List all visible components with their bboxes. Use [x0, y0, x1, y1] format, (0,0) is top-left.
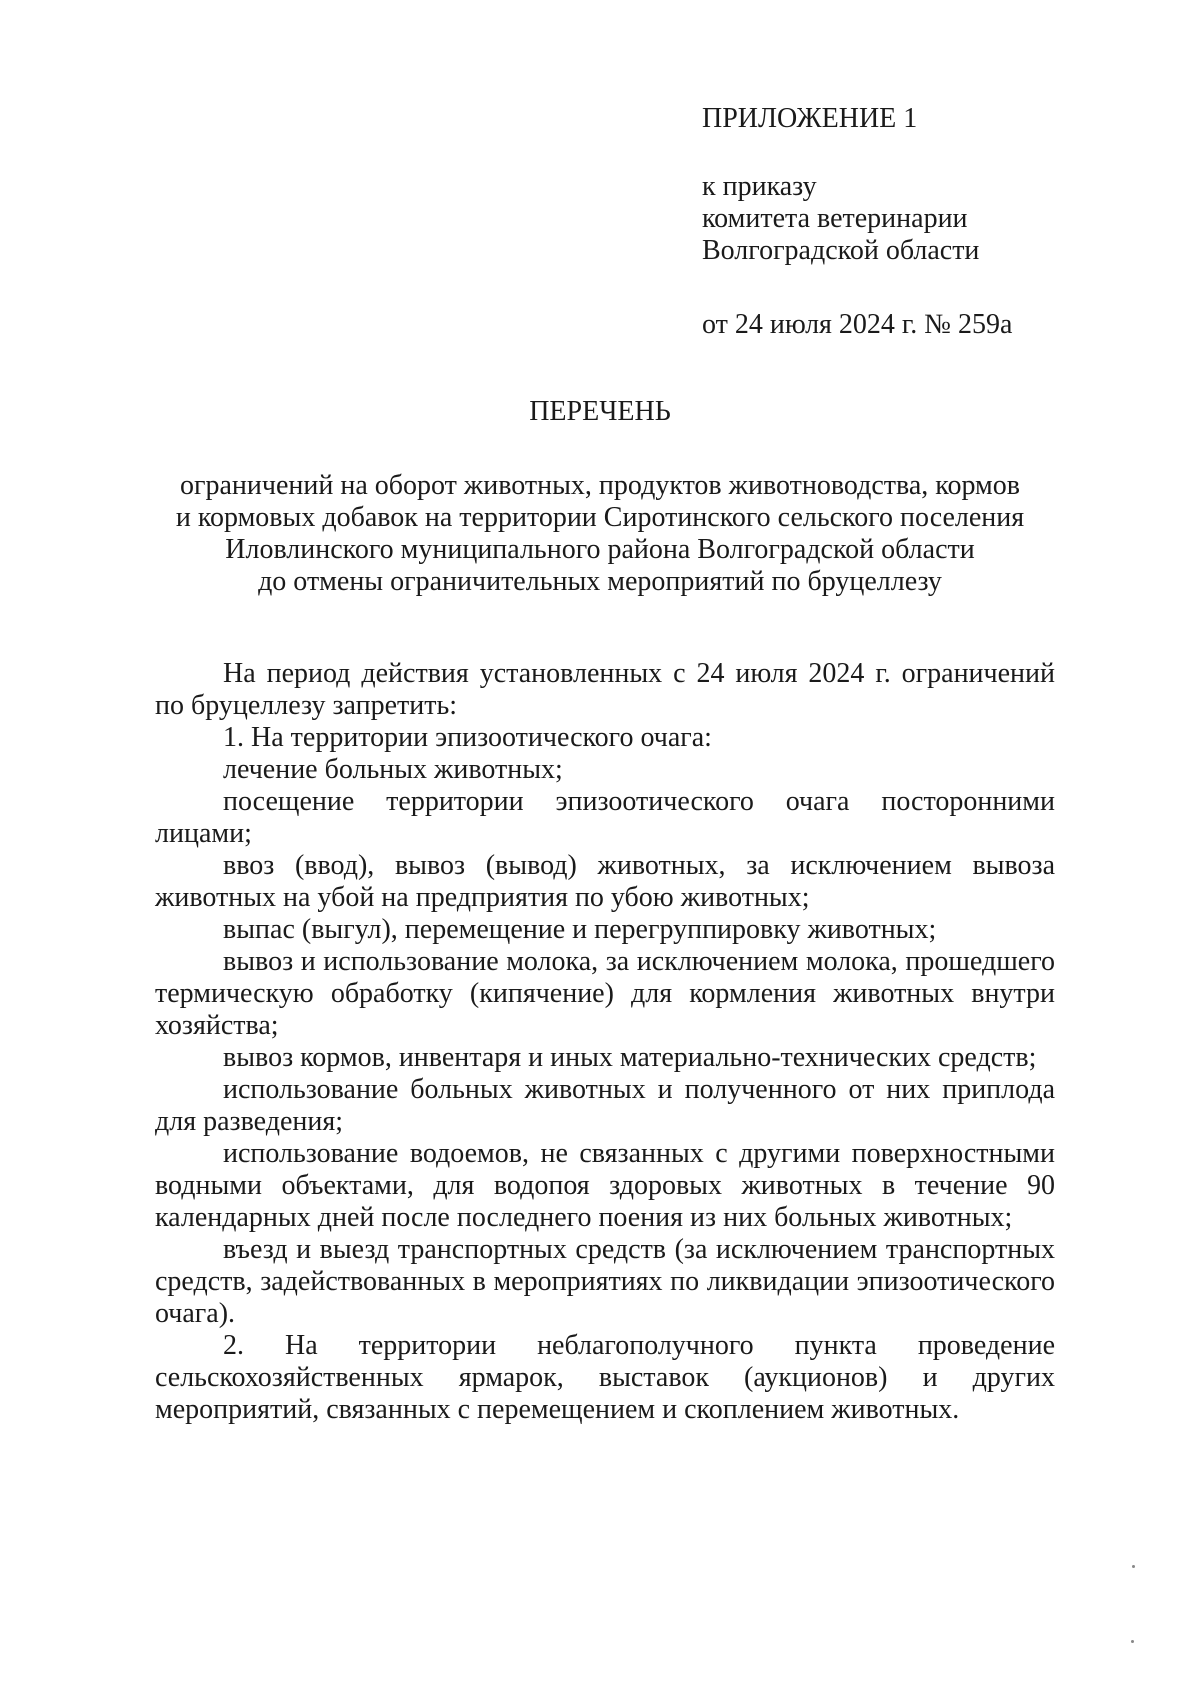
subheading-line: и кормовых добавок на территории Сиротинского сельского поселения [175, 502, 1025, 533]
item-1-point: использование больных животных и полученного от них приплода для разведения; [155, 1074, 1055, 1137]
item-1-point: посещение территории эпизоотического очага посторонними лицами; [155, 786, 1055, 849]
item-1-point: использование водоемов, не связанных с другими поверхностными водными объектами, для водопоя здоровых животных в течение 90 календарных дней после последнего поения из них больных животных; [155, 1138, 1055, 1233]
subheading-line: Иловлинского муниципального района Волгоградской области [225, 534, 975, 565]
attachment-block [702, 103, 1012, 341]
document-heading: ПЕРЕЧЕНЬ [529, 396, 671, 427]
attachment-line: к приказу [702, 171, 817, 202]
document-subheading [150, 470, 1050, 598]
item-1-title: 1. На территории эпизоотического очага: [223, 722, 712, 753]
document-body [155, 658, 1055, 1426]
scan-speck [1131, 1640, 1134, 1643]
attachment-title: ПРИЛОЖЕНИЕ 1 [702, 103, 918, 134]
item-1-point: ввоз (ввод), вывоз (вывод) животных, за исключением вывоза животных на убой на предприятия по убою животных; [155, 850, 1055, 913]
subheading-line: ограничений на оборот животных, продуктов животноводства, кормов [180, 470, 1020, 501]
item-1-point: лечение больных животных; [223, 754, 563, 785]
attachment-date: от 24 июля 2024 г. № 259а [702, 309, 1013, 340]
item-1-point: вывоз и использование молока, за исключением молока, прошедшего термическую обработку (кипячение) для кормления животных внутри хозяйства; [155, 946, 1055, 1041]
attachment-line: Волгоградской области [702, 235, 980, 266]
item-2-paragraph: 2. На территории неблагополучного пункта проведение сельскохозяйственных ярмарок, выставок (аукционов) и других мероприятий, связанных с перемещением и скоплением животных. [155, 1330, 1055, 1425]
item-1-point: вывоз кормов, инвентаря и иных материально-технических средств; [223, 1042, 1037, 1073]
attachment-line: комитета ветеринарии [702, 203, 968, 234]
scan-speck [1132, 1565, 1135, 1568]
subheading-line: до отмены ограничительных мероприятий по бруцеллезу [258, 566, 942, 597]
item-1-point: въезд и выезд транспортных средств (за исключением транспортных средств, задействованных в мероприятиях по ликвидации эпизоотического очага). [155, 1234, 1055, 1329]
item-1-point: выпас (выгул), перемещение и перегруппировку животных; [223, 914, 937, 945]
intro-paragraph: На период действия установленных с 24 июля 2024 г. ограничений по бруцеллезу запретить: [155, 658, 1055, 721]
